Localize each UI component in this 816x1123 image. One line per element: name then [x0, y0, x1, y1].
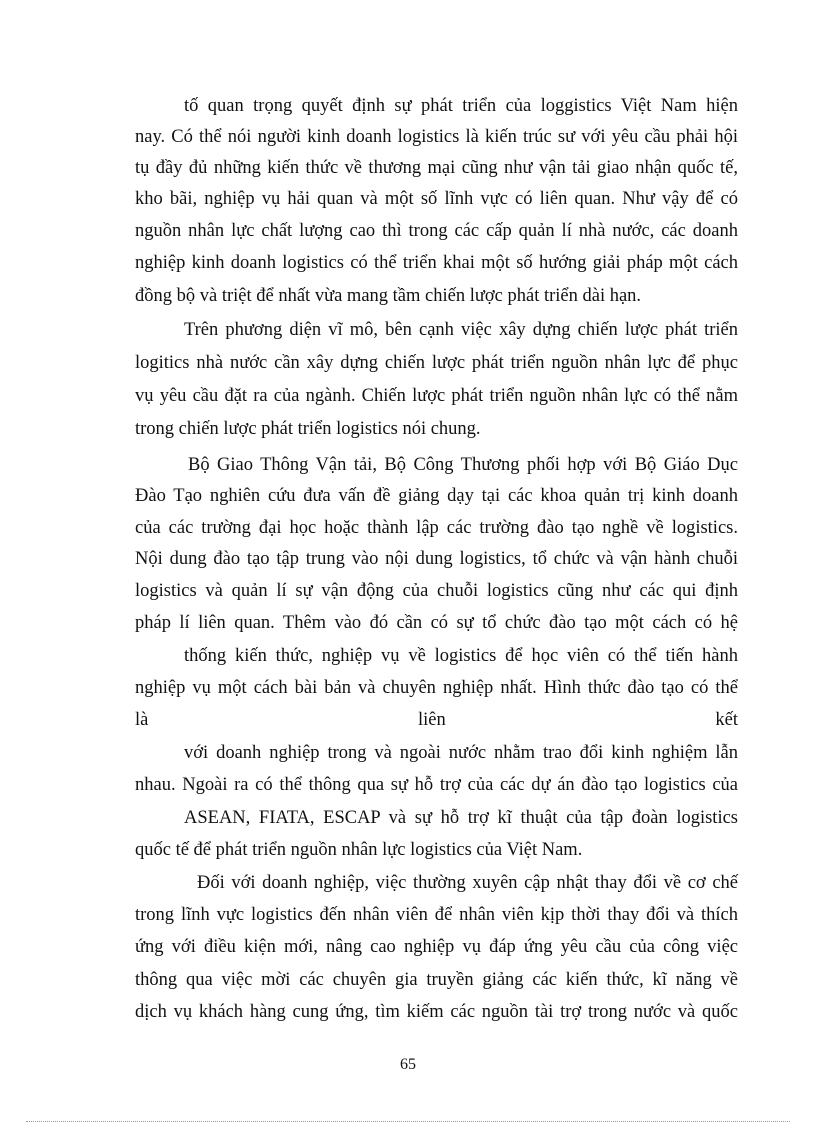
text-line-27: ứng với điều kiện mới, nâng cao nghiệp vụ đáp ứng yêu cầu của công việc	[135, 937, 738, 957]
text-line-4: kho bãi, nghiệp vụ hải quan và một số lĩnh vực có liên quan. Như vậy để có	[135, 189, 738, 209]
text-line-14: của các trường đại học hoặc thành lập các trường đào tạo nghề về logistics.	[135, 518, 738, 538]
text-line-19: nghiệp vụ một cách bài bản và chuyên nghiệp nhất. Hình thức đào tạo có thể	[135, 678, 738, 698]
text-line-10: vụ yêu cầu đặt ra của ngành. Chiến lược phát triển nguồn nhân lực có thể nằm	[135, 386, 738, 406]
text-line-16: logistics và quản lí sự vận động của chuỗi logistics cũng như các qui định	[135, 581, 738, 601]
text-line-28: thông qua việc mời các chuyên gia truyền giảng các kiến thức, kĩ năng về	[135, 970, 738, 990]
text-line-25: Đối với doanh nghiệp, việc thường xuyên cập nhật thay đổi về cơ chế	[197, 873, 738, 893]
text-line-18: thống kiến thức, nghiệp vụ về logistics để học viên có thể tiến hành	[184, 646, 738, 666]
text-line-24: quốc tế để phát triển nguồn nhân lực logistics của Việt Nam.	[135, 840, 583, 860]
text-line-21: với doanh nghiệp trong và ngoài nước nhằm trao đổi kinh nghiệm lẫn	[184, 743, 738, 763]
text-line-11: trong chiến lược phát triển logistics nói chung.	[135, 419, 481, 439]
text-line-20: là liên kết	[135, 710, 738, 730]
text-line-9: logitics nhà nước cần xây dựng chiến lược phát triển nguồn nhân lực để phục	[135, 353, 738, 373]
text-line-5: nguồn nhân lực chất lượng cao thì trong các cấp quản lí nhà nước, các doanh	[135, 221, 738, 241]
text-line-3: tụ đầy đủ những kiến thức về thương mại cũng như vận tải giao nhận quốc tế,	[135, 158, 738, 178]
text-line-8: Trên phương diện vĩ mô, bên cạnh việc xây dựng chiến lược phát triển	[184, 320, 738, 340]
text-line-7: đồng bộ và triệt để nhất vừa mang tầm chiến lược phát triển dài hạn.	[135, 286, 642, 306]
text-line-26: trong lĩnh vực logistics đến nhân viên để nhân viên kịp thời thay đổi và thích	[135, 905, 738, 925]
text-line-12: Bộ Giao Thông Vận tải, Bộ Công Thương phối hợp với Bộ Giáo Dục	[188, 455, 738, 475]
text-line-17: pháp lí liên quan. Thêm vào đó cần có sự tổ chức đào tạo một cách có hệ	[135, 613, 738, 633]
text-line-29: dịch vụ khách hàng cung ứng, tìm kiếm các nguồn tài trợ trong nước và quốc	[135, 1002, 738, 1022]
text-line-23: ASEAN, FIATA, ESCAP và sự hỗ trợ kĩ thuật của tập đoàn logistics	[184, 808, 738, 828]
text-line-6: nghiệp kinh doanh logistics có thể triển khai một số hướng giải pháp một cách	[135, 253, 738, 273]
page-number: 65	[400, 1056, 416, 1073]
text-line-13: Đào Tạo nghiên cứu đưa vấn đề giảng dạy tại các khoa quản trị kinh doanh	[135, 486, 738, 506]
text-line-2: nay. Có thể nói người kinh doanh logistics là kiến trúc sư với yêu cầu phải hội	[135, 127, 738, 147]
page-bottom-divider	[26, 1121, 790, 1122]
text-line-15: Nội dung đào tạo tập trung vào nội dung logistics, tổ chức và vận hành chuỗi	[135, 549, 738, 569]
text-line-1: tố quan trọng quyết định sự phát triển của loggistics Việt Nam hiện	[184, 96, 738, 116]
text-line-22: nhau. Ngoài ra có thể thông qua sự hỗ trợ của các dự án đào tạo logistics của	[135, 775, 738, 795]
